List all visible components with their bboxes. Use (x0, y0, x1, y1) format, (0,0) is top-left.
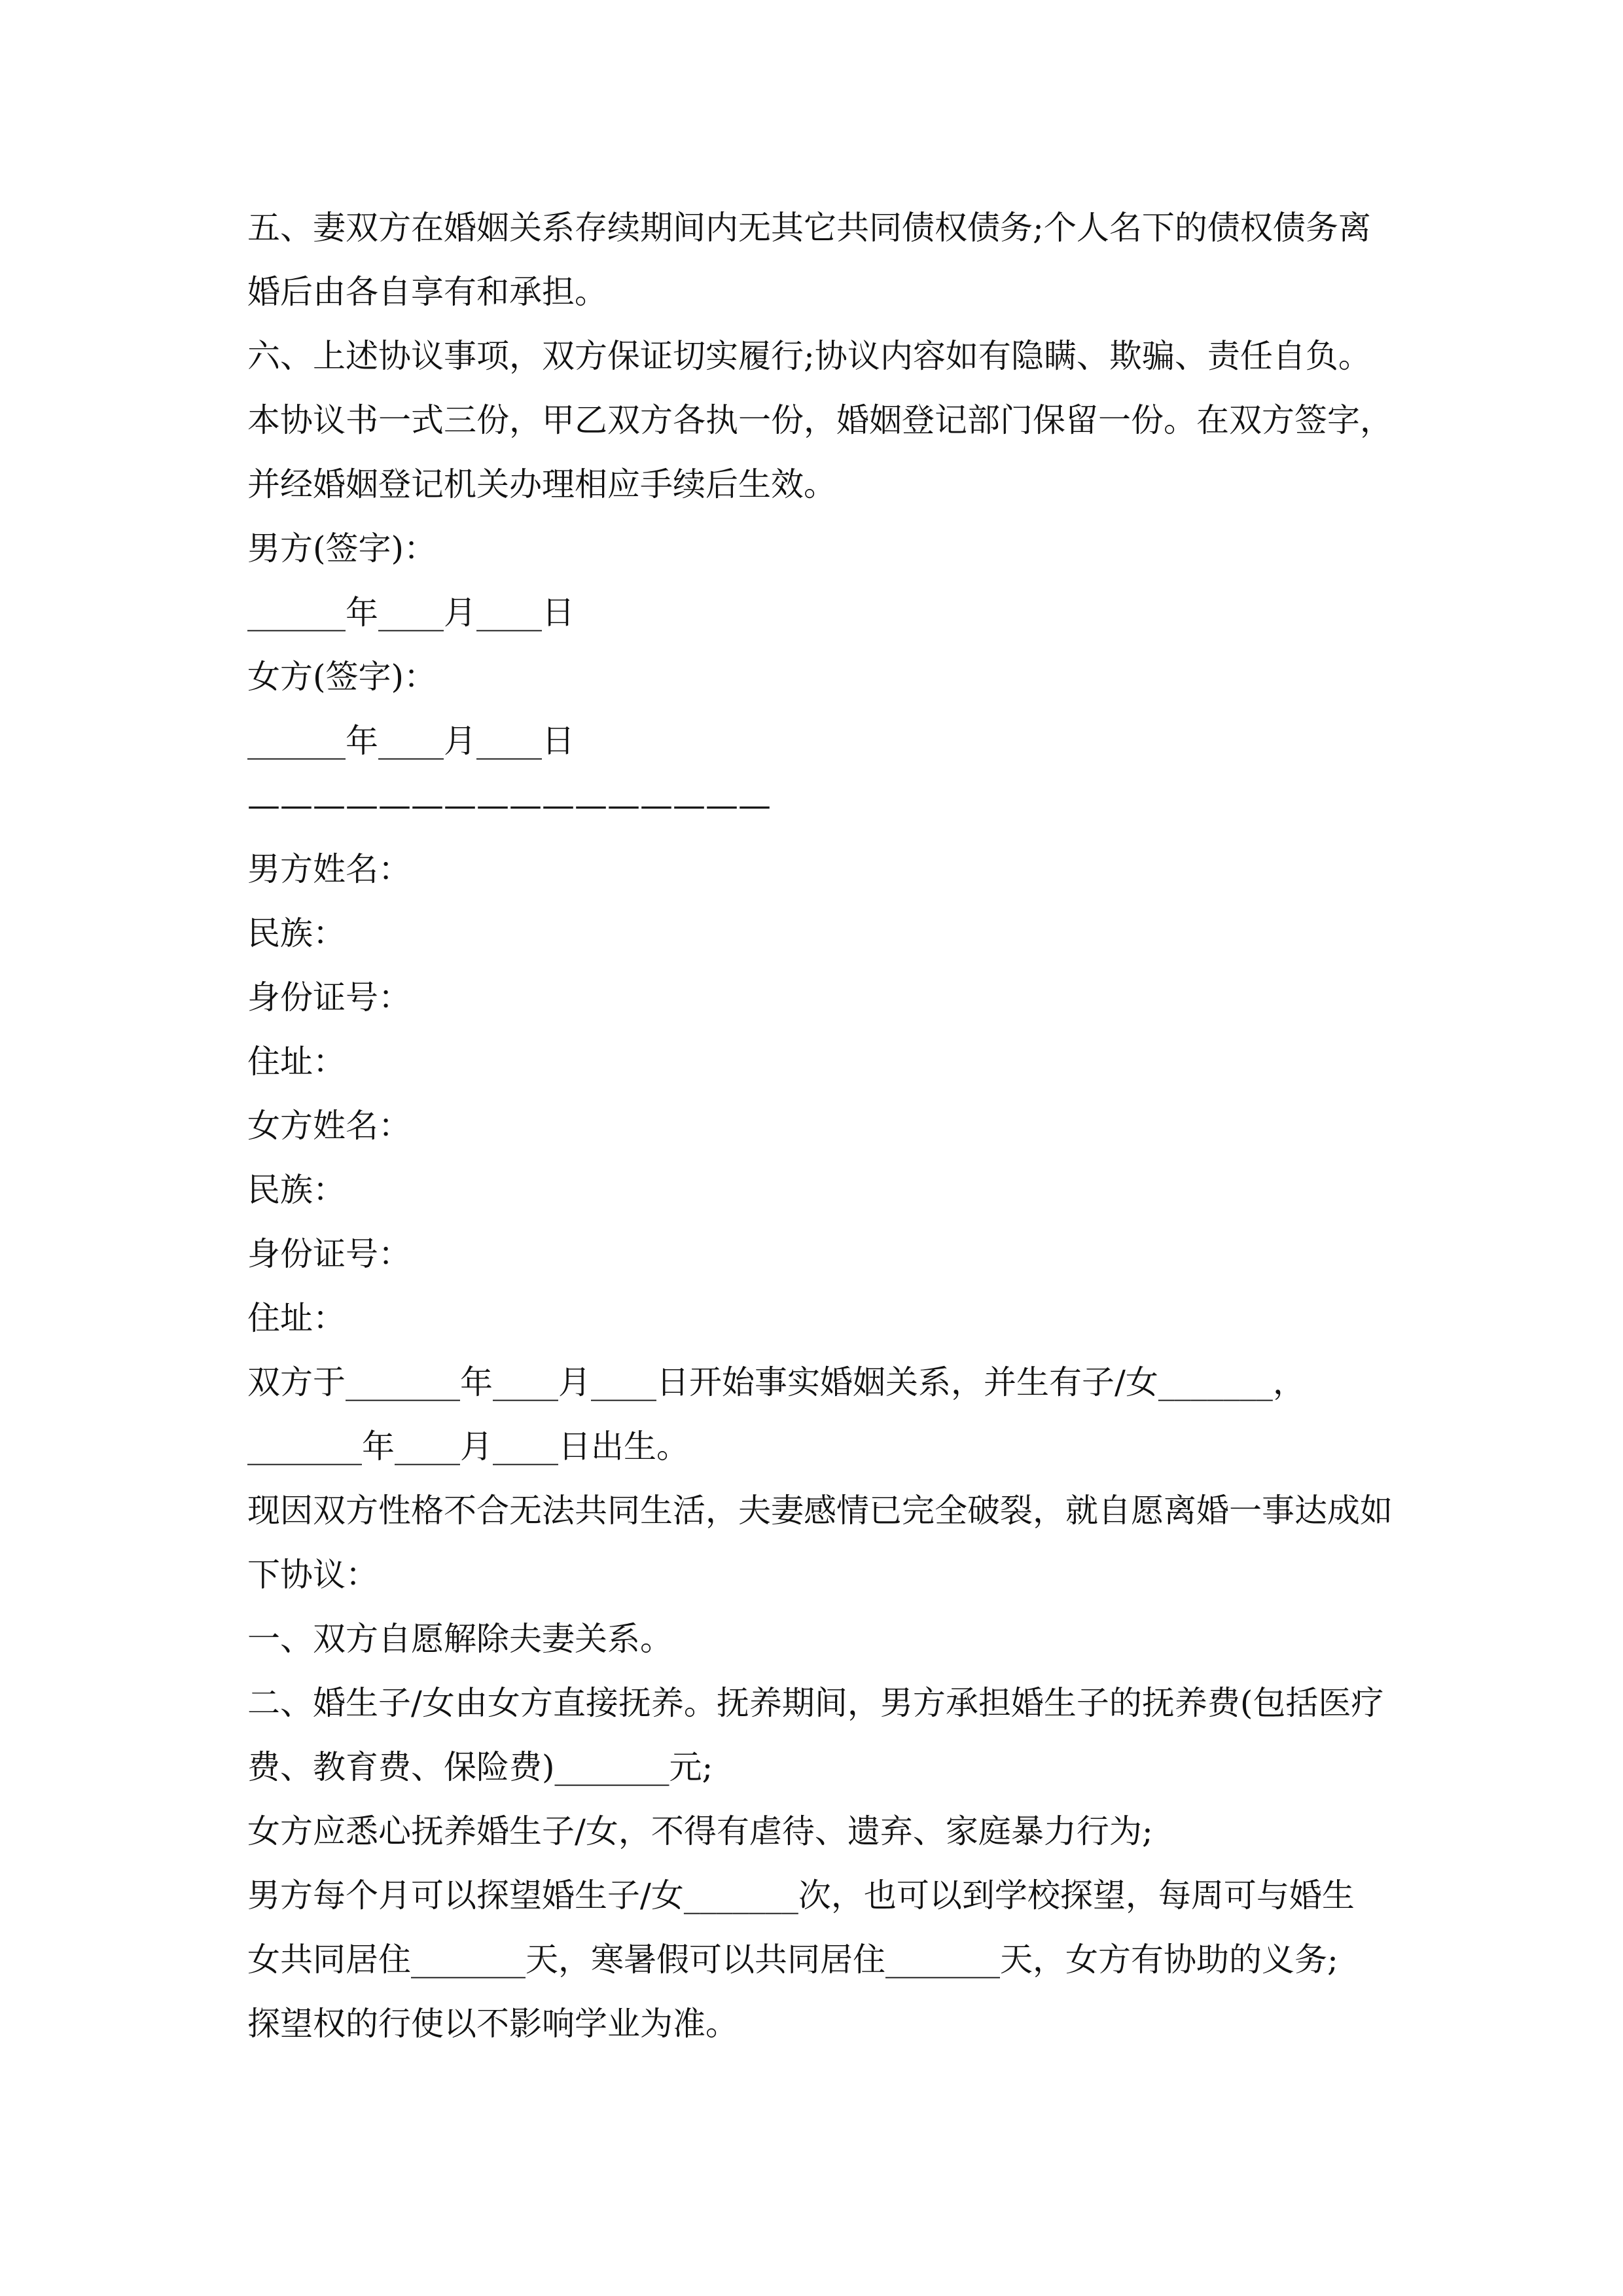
text-line: 并经婚姻登记机关办理相应手续后生效。 (247, 465, 836, 503)
text-line: 男方姓名： (247, 850, 411, 888)
text-line: 女方(签字)： (247, 658, 437, 696)
text-line: 女方应悉心抚养婚生子/女，不得有虐待、遗弃、家庭暴力行为; (247, 1812, 1153, 1850)
text-line: 本协议书一式三份，甲乙双方各执一份，婚姻登记部门保留一份。在双方签字， (247, 401, 1393, 439)
text-line: 民族： (247, 914, 346, 952)
text-line: 住址： (247, 1299, 346, 1337)
text-line: 现因双方性格不合无法共同生活，夫妻感情已完全破裂，就自愿离婚一事达成如 (247, 1492, 1393, 1530)
text-line: ______年____月____日 (247, 594, 575, 632)
text-line: 双方于_______年____月____日开始事实婚姻关系，并生有子/女_______， (247, 1363, 1306, 1401)
text-line: 男方每个月可以探望婚生子/女_______次，也可以到学校探望，每周可与婚生 (247, 1876, 1355, 1914)
text-line: ———————————————— (247, 786, 771, 824)
text-line: 六、上述协议事项，双方保证切实履行;协议内容如有隐瞒、欺骗、责任自负。 (247, 337, 1371, 375)
text-line: 一、双方自愿解除夫妻关系。 (247, 1620, 673, 1658)
text-line: 女方姓名： (247, 1107, 411, 1145)
text-line: 五、妻双方在婚姻关系存续期间内无其它共同债权债务;个人名下的债权债务离 (247, 209, 1371, 247)
text-line: 身份证号： (247, 978, 411, 1016)
text-line: _______年____月____日出生。 (247, 1427, 689, 1465)
text-line: 探望权的行使以不影响学业为准。 (247, 2005, 738, 2043)
text-line: 婚后由各自享有和承担。 (247, 273, 607, 311)
text-line: 男方(签字)： (247, 529, 437, 567)
text-line: 民族： (247, 1171, 346, 1209)
text-line: 下协议： (247, 1556, 378, 1594)
document-body (247, 196, 1412, 2056)
text-line: 住址： (247, 1043, 346, 1081)
text-line: 身份证号： (247, 1235, 411, 1273)
text-line: 费、教育费、保险费)_______元; (247, 1748, 713, 1786)
text-line: ______年____月____日 (247, 722, 575, 760)
text-line: 二、婚生子/女由女方直接抚养。抚养期间，男方承担婚生子的抚养费(包括医疗 (247, 1684, 1384, 1722)
text-line: 女共同居住_______天，寒暑假可以共同居住_______天，女方有协助的义务; (247, 1941, 1338, 1979)
